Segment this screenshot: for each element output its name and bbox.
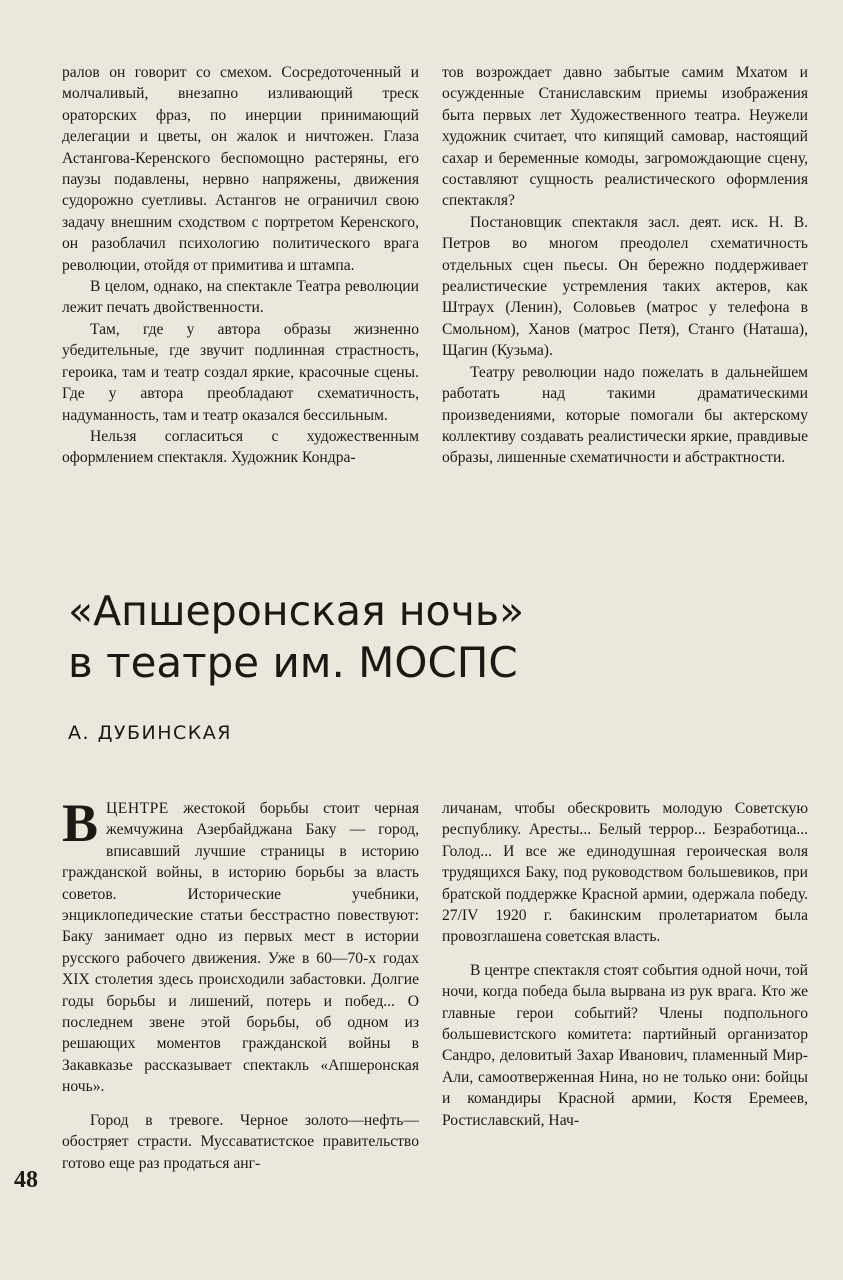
article-left-column <box>62 793 419 1174</box>
first-paragraph-text: жестокой борьбы стоит черная жемчужина Азербайджана Баку — город, вписавший лучшие страницы в историю гражданской войны, в историю борьбы за власть советов. Исторические учебники, энциклопедические статьи бесстрастно повествуют: Баку занимает одно из первых мест в истории русского рабочего движения. Уже в 60—70-х годах XIX столетия здесь происходили забастовки. Долгие годы борьбы и лишений, потерь и побед... О последнем звене этой борьбы, об одном из решающих моментов гражданской войны в Закавказье рассказывает спектакль «Апшеронская ночь». <box>62 800 419 1096</box>
article-title-line-2: в театре им. МОСПС <box>68 638 518 687</box>
paragraph: В целом, однако, на спектакле Театра революции лежит печать двойственности. <box>62 278 419 317</box>
drop-cap: В <box>62 793 99 853</box>
paragraph: ралов он говорит со смехом. Сосредоточенный и молчаливый, внезапно изливающий треск ораторских фраз, по инерции принимающий делегации и цветы, он жалок и ничтожен. Глаза Астангова-Керенского беспомощно растеряны, его паузы подавлены, нервно напряжены, движения судорожно суетливы. Астангов не ограничил свою задачу внешним сходством с портретом Керенского, он разоблачил психологию политического врага революции, отойдя от примитива и штампа. <box>62 64 419 274</box>
first-paragraph <box>62 793 419 1098</box>
paragraph: личанам, чтобы обескровить молодую Советскую республику. Аресты... Белый террор... Безработица... Голод... И все же единодушная героическая воля трудящихся Баку, под руководством большевиков, при братской поддержке Красной армии, одержала победу. 27/IV 1920 г. бакинским пролетариатом была провозглашена советская власть. <box>442 800 808 946</box>
paragraph: Там, где у автора образы жизненно убедительные, где звучит подлинная страстность, героика, там и театр создал яркие, красочные сцены. Где у автора преобладают схематичность, надуманность, там и театр оказался бессильным. <box>62 320 419 424</box>
paragraph: Постановщик спектакля засл. деят. иск. Н. В. Петров во многом преодолел схематичность отдельных сцен пьесы. Он бережно поддерживает реалистические устремления таких актеров, как Штраух (Ленин), Соловьев (матрос у телефона в Смольном), Ханов (матрос Петя), Станго (Наташа), Щагин (Кузьма). <box>442 213 808 360</box>
article-right-column <box>442 798 808 1131</box>
lead-word: ЦЕНТРЕ <box>106 800 169 817</box>
paragraph: тов возрождает давно забытые самим Мхатом и осужденные Станиславским приемы изображения быта первых лет Художественного театра. Неужели художник считает, что кипящий самовар, настоящий сахар и беременные комоды, загромождающие сцену, составляют сущность реалистического оформления спектакля? <box>442 64 808 210</box>
article-title-line-1: «Апшеронская ночь» <box>68 587 525 635</box>
paragraph: Театру революции надо пожелать в дальнейшем работать над такими драматическими произведениями, которые помогали бы актерскому коллективу создавать реалистически яркие, правдивые образы, лишенные схематичности и абстрактности. <box>442 363 808 467</box>
page-number: 48 <box>14 1167 38 1193</box>
paragraph: Нельзя согласиться с художественным оформлением спектакля. Художник Кондра- <box>62 427 419 467</box>
previous-article-right-column <box>442 62 808 469</box>
previous-article-left-column <box>62 62 419 469</box>
paragraph: В центре спектакля стоят события одной ночи, той ночи, когда победа была вырвана из рук врага. Кто же главные герои событий? Члены подпольного большевистского комитета: партийный организатор Сандро, деловитый Захар Иванович, пламенный Мир-Али, самоотверженная Нина, но не только они: бойцы и командиры Красной армии, Костя Еремеев, Ростиславский, Нач- <box>442 961 808 1129</box>
paragraph: Город в тревоге. Черное золото—нефть—обостряет страсти. Муссаватистское правительство готово еще раз продаться анг- <box>62 1111 419 1172</box>
article-title <box>68 586 788 689</box>
article-author: А. ДУБИНСКАЯ <box>68 722 232 744</box>
